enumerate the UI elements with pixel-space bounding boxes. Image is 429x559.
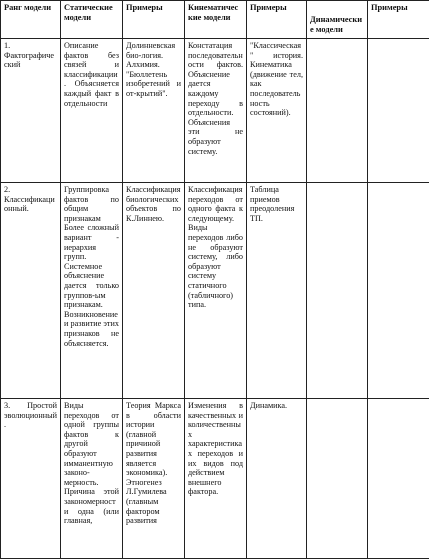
header-kinematic-models: Кинематические модели [185, 1, 247, 39]
header-rank: Ранг модели [1, 1, 61, 39]
rank-cell: 3. Простой эволюционный. [1, 399, 61, 559]
kinematic-example-cell: Таблица приемов преодоления ТП. [247, 183, 307, 399]
header-dynamic-models: Динамические модели [307, 1, 368, 39]
kinematic-example-cell: Динамика. [247, 399, 307, 559]
rank-cell: 2. Классификационный. [1, 183, 61, 399]
dynamic-model-cell [307, 183, 368, 399]
dynamic-example-cell [368, 39, 429, 183]
dynamic-model-cell [307, 39, 368, 183]
dynamic-model-cell [307, 399, 368, 559]
static-model-cell: Описание фактов без связей и классификации. Объясняется каждый факт в отдельности [61, 39, 123, 183]
static-example-cell: Долинневская био-логия. Алхимия. "Бюллетень изобретений и от-крытий". [123, 39, 185, 183]
table-header-row [1, 1, 429, 39]
dynamic-example-cell [368, 183, 429, 399]
header-kinematic-examples: Примеры [247, 1, 307, 39]
header-static-examples: Примеры [123, 1, 185, 39]
static-example-cell: Теория Маркса в области истории (главной причиной развития является экономика). Этногенез Л.Гумилева (главным фактором развития [123, 399, 185, 559]
table-row [1, 183, 429, 399]
header-static-models: Статические модели [61, 1, 123, 39]
kinematic-example-cell: "Классическая" история. Кинематика (движение тел, как последовательность состояний). [247, 39, 307, 183]
kinematic-model-cell: Классификация переходов от одного факта к следующему. Виды переходов либо не образуют систему, либо образуют систему статичного (табличного) типа. [185, 183, 247, 399]
static-model-cell: Виды переходов от одной группы фактов к другой образуют имманентную законо-мерность. Причина этой закономерности одна (или главная, [61, 399, 123, 559]
rank-cell: 1. Фактографический [1, 39, 61, 183]
header-dynamic-examples: Примеры [368, 1, 429, 39]
table-row [1, 399, 429, 559]
static-model-cell: Группировка фактов по общим признакам Более сложный вариант - иерархия групп. Системное объяснение дается только группов-ым признакам. Возникновение и развитие этих признаков не объясняется. [61, 183, 123, 399]
dynamic-example-cell [368, 399, 429, 559]
table-row [1, 39, 429, 183]
static-example-cell: Классификация биологических объектов по К.Линнею. [123, 183, 185, 399]
kinematic-model-cell: Изменения в качественных и количественных характеристиках переходов и их видов под действием внешнего фактора. [185, 399, 247, 559]
kinematic-model-cell: Констатация последовательности фактов. Объяснение дается каждому переходу в отдельности. Объяснения эти не образуют систему. [185, 39, 247, 183]
